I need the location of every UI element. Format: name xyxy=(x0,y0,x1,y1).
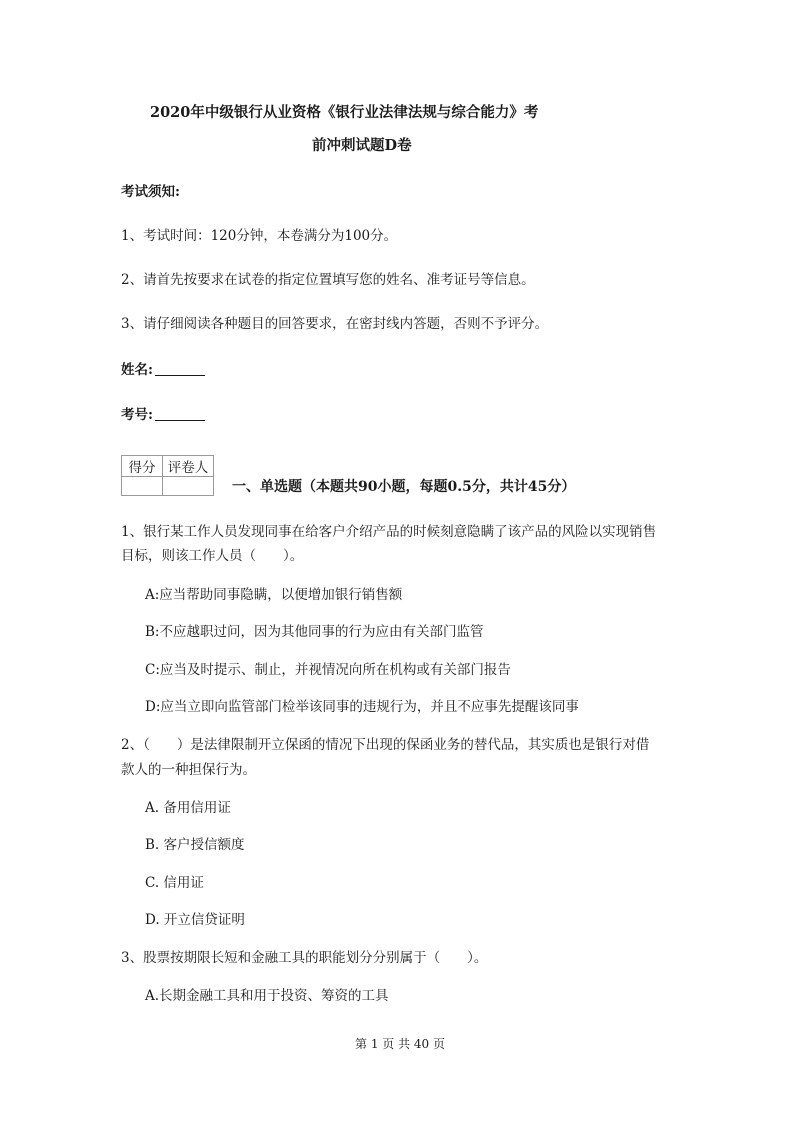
question-stem: 款人的一种担保行为。 xyxy=(121,762,256,778)
question-option: A. 备用信用证 xyxy=(145,800,231,816)
score-table xyxy=(121,455,214,496)
instruction-item: 3、请仔细阅读各种题目的回答要求，在密封线内答题，否则不予评分。 xyxy=(121,316,549,332)
question-option: B:不应越职过问，因为其他同事的行为应由有关部门监管 xyxy=(145,624,484,640)
question-option: A:应当帮助同事隐瞒，以便增加银行销售额 xyxy=(145,587,403,603)
score-header: 得分 xyxy=(122,456,163,477)
exam-number-label: 考号: xyxy=(121,407,153,423)
question-option: B. 客户授信额度 xyxy=(145,837,245,853)
page-footer: 第 1 页 共 40 页 xyxy=(355,1037,445,1051)
exam-number-field xyxy=(121,405,205,425)
question-option: C:应当及时提示、制止，并视情况向所在机构或有关部门报告 xyxy=(145,662,511,678)
instruction-item: 1、考试时间：120分钟，本卷满分为100分。 xyxy=(121,228,398,244)
question-stem: 1、银行某工作人员发现同事在给客户介绍产品的时候刻意隐瞒了该产品的风险以实现销售 xyxy=(121,524,657,540)
document-title-line2: 前冲刺试题D卷 xyxy=(312,137,412,154)
grader-header: 评卷人 xyxy=(163,456,214,477)
name-field xyxy=(121,360,205,380)
question-option: A.长期金融工具和用于投资、筹资的工具 xyxy=(145,988,389,1004)
document-title-line1: 2020年中级银行从业资格《银行业法律法规与综合能力》考 xyxy=(150,104,539,121)
name-label: 姓名: xyxy=(121,362,153,378)
instruction-item: 2、请首先按要求在试卷的指定位置填写您的姓名、准考证号等信息。 xyxy=(121,272,535,288)
section-title: 一、单选题（本题共90小题，每题0.5分，共计45分） xyxy=(232,479,576,495)
question-option: D:应当立即向监管部门检举该同事的违规行为，并且不应事先提醒该同事 xyxy=(145,699,579,715)
question-option: D. 开立信贷证明 xyxy=(145,912,245,928)
exam-number-blank[interactable] xyxy=(155,406,205,421)
score-cell[interactable] xyxy=(122,477,163,496)
question-stem: 目标，则该工作人员（ ）。 xyxy=(121,548,304,564)
grader-cell[interactable] xyxy=(163,477,214,496)
question-stem: 2、（ ）是法律限制开立保函的情况下出现的保函业务的替代品，其实质也是银行对借 xyxy=(121,737,650,753)
question-stem: 3、股票按期限长短和金融工具的职能划分分别属于（ ）。 xyxy=(121,950,488,966)
name-blank[interactable] xyxy=(155,361,205,376)
instructions-heading: 考试须知: xyxy=(121,184,180,200)
question-option: C. 信用证 xyxy=(145,875,204,891)
